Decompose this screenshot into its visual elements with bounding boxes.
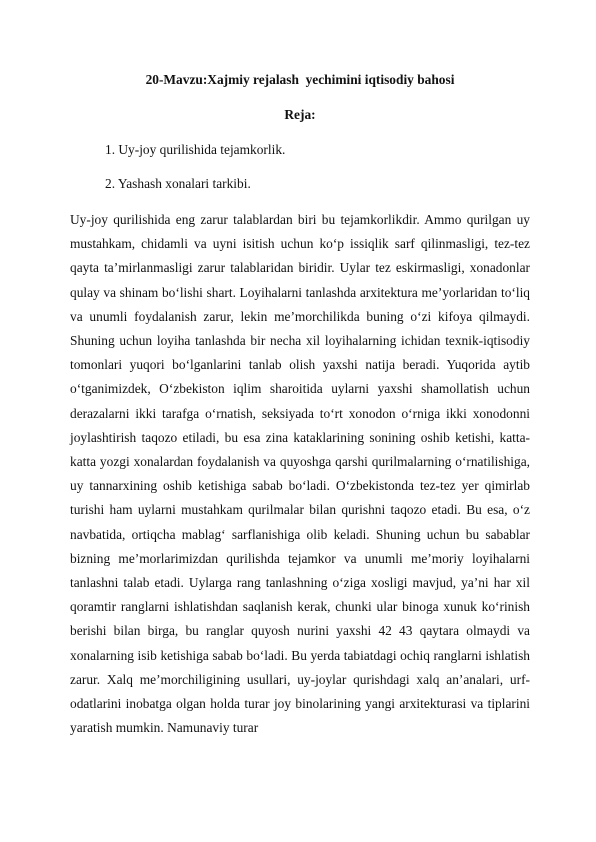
body-paragraph: Uy-joy qurilishida eng zarur talablardan biri bu tejamkorlikdir. Ammo qurilgan uy mustahkam, chidamli va uyni isitish uchun ko‘p issiqlik sarf qilinmasligi, tez-tez qayta ta’mirlanmasligi zarur talablaridan biridir. Uylar tez eskirmasligi, xonadonlar qulay va shinam bo‘lishi shart. Loyihalarni tanlashda arxitektura me’yorlaridan to‘liq va unumli foydalanish zarur, lekin me’morchilikda buning o‘zi kifoya qilmaydi. Shuning uchun loyiha tanlashda bir necha xil loyihalarning ichidan texnik-iqtisodiy tomonlari yuqori bo‘lganlarini tanlab olish yaxshi natija beradi. Yuqorida aytib o‘tganimizdek, O‘zbekiston iqlim sharoitida uylarni yaxshi shamollatish uchun derazalarni ikki tarafga o‘rnatish, seksiyada to‘rt xonodon o‘rniga ikki xonodonni joylashtirish taqozo etiladi, bu esa zina kataklarining sonining oshib ketishi, katta-katta yozgi xonalardan foydalanish va quyoshga qarshi qurilmalarning o‘rnatilishiga, uy tannarxining oshib ketishiga sabab bo‘ladi. O‘zbekistonda tez-tez yer qimirlab turishi ham uylarni mustahkam qurilmalar bilan qurishni taqozo etadi. Bu esa, o‘z navbatida, ortiqcha mablag‘ sarflanishiga olib keladi. Shuning uchun bu sabablar bizning me’morlarimizdan qurilishda tejamkor va unumli me’moriy loyihalarni tanlashni talab etadi. Uylarga rang tanlashning o‘ziga xosligi mavjud, ya’ni har xil qoramtir ranglarni ishlatishdan saqlanish kerak, chunki ular binoga xunuk ko‘rinish berishi bilan birga, bu ranglar quyosh nurini yaxshi 42 43 qaytara olmaydi va xonalarning isib ketishiga sabab bo‘ladi. Bu yerda tabiatdagi ochiq ranglarni ishlatish zarur. Xalq me’morchiligining usullari, uy-joylar qurishdagi xalq an’analari, urf-odatlarini inobatga olgan holda turar joy binolarining yangi arxitekturasi va tiplarini yaratish mumkin. Namunaviy turar <box>70 212 530 736</box>
document-title: 20-Mavzu:Xajmiy rejalash yechimini iqtisodiy bahosi <box>145 72 455 87</box>
plan-item-2: 2. Yashash xonalari tarkibi. <box>105 176 251 191</box>
plan-item-1: 1. Uy-joy qurilishida tejamkorlik. <box>105 142 286 157</box>
plan-heading: Reja: <box>284 107 316 122</box>
